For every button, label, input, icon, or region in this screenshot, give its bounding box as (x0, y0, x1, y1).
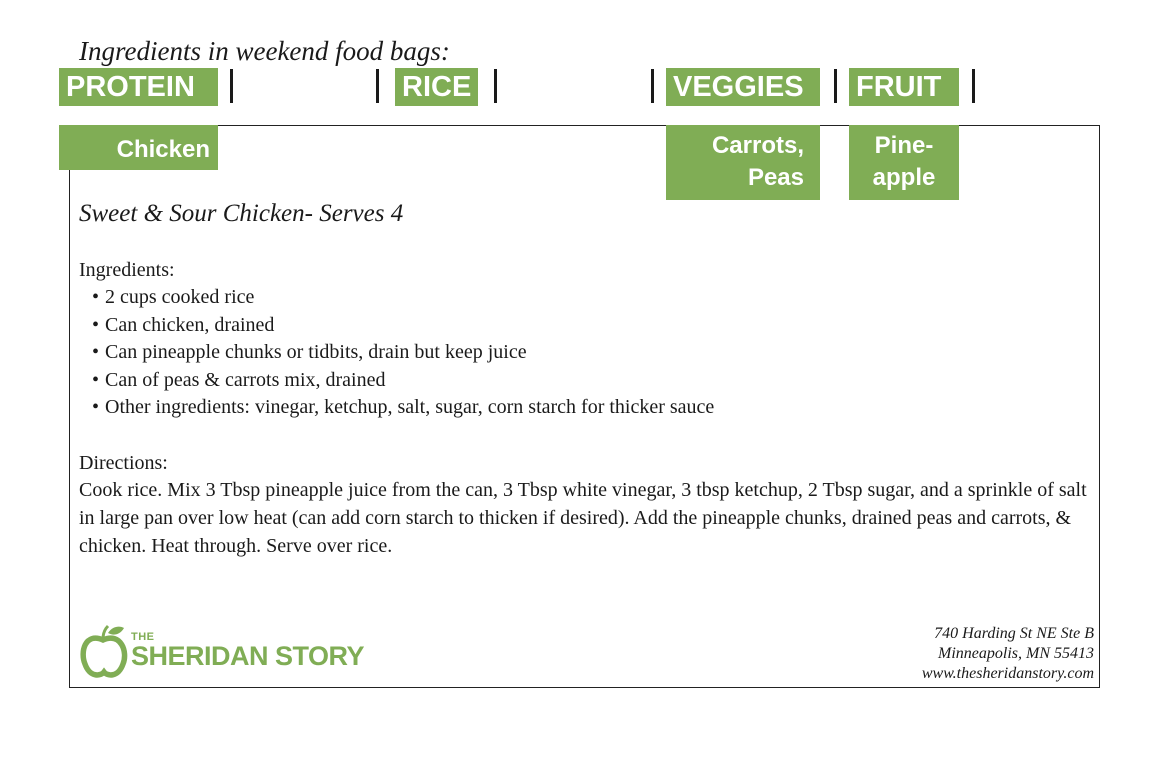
divider-bar (972, 69, 975, 103)
category-tag-rice: RICE (395, 68, 478, 106)
ingredient-item: • 2 cups cooked rice (92, 284, 714, 312)
recipe-title: Sweet & Sour Chicken- Serves 4 (79, 200, 404, 227)
logo-small-text: THE (131, 631, 155, 643)
fruit-item-line: Pine- (874, 132, 934, 159)
address-line: Minneapolis, MN 55413 (938, 645, 1094, 662)
address-block (922, 624, 1094, 684)
apple-icon (79, 624, 129, 680)
heading: Ingredients in weekend food bags: (79, 36, 450, 66)
divider-bar (376, 69, 379, 103)
directions-text: Cook rice. Mix 3 Tbsp pineapple juice from the can, 3 Tbsp white vinegar, 3 tbsp ketchup, 2 Tbsp sugar, and a sprinkle of salt in large pan over low heat (can add corn starch to thicken if desired). Add the pineapple chunks, drained peas and carrots, & chicken. Heat through. Serve over rice. (79, 479, 1087, 557)
protein-item: Chicken (116, 136, 210, 163)
fruit-item-box (849, 125, 959, 200)
ingredient-item: • Can pineapple chunks or tidbits, drain but keep juice (92, 339, 714, 367)
veggies-item-line: Peas (747, 164, 804, 191)
ingredients-label: Ingredients: (79, 259, 175, 281)
logo-name: SHERIDAN STORY (131, 641, 365, 671)
website-link[interactable]: www.thesheridanstory.com (921, 665, 1094, 682)
ingredient-item: • Other ingredients: vinegar, ketchup, salt, sugar, corn starch for thicker sauce (92, 394, 714, 422)
veggies-item-line: Carrots, (711, 132, 804, 159)
fruit-item-line: apple (872, 164, 936, 191)
category-tag-fruit: FRUIT (849, 68, 959, 106)
address-line: 740 Harding St NE Ste B (934, 625, 1094, 642)
category-tag-veggies: VEGGIES (666, 68, 820, 106)
veggies-item-box (666, 125, 820, 200)
sheridan-story-logo (79, 624, 409, 680)
divider-bar (834, 69, 837, 103)
divider-bar (651, 69, 654, 103)
ingredients-list (92, 284, 714, 422)
ingredient-item: • Can of peas & carrots mix, drained (92, 367, 714, 395)
directions-label: Directions: (79, 452, 168, 474)
protein-item-box (59, 125, 218, 170)
divider-bar (494, 69, 497, 103)
category-tag-protein: PROTEIN (59, 68, 218, 106)
divider-bar (230, 69, 233, 103)
ingredient-item: • Can chicken, drained (92, 312, 714, 340)
